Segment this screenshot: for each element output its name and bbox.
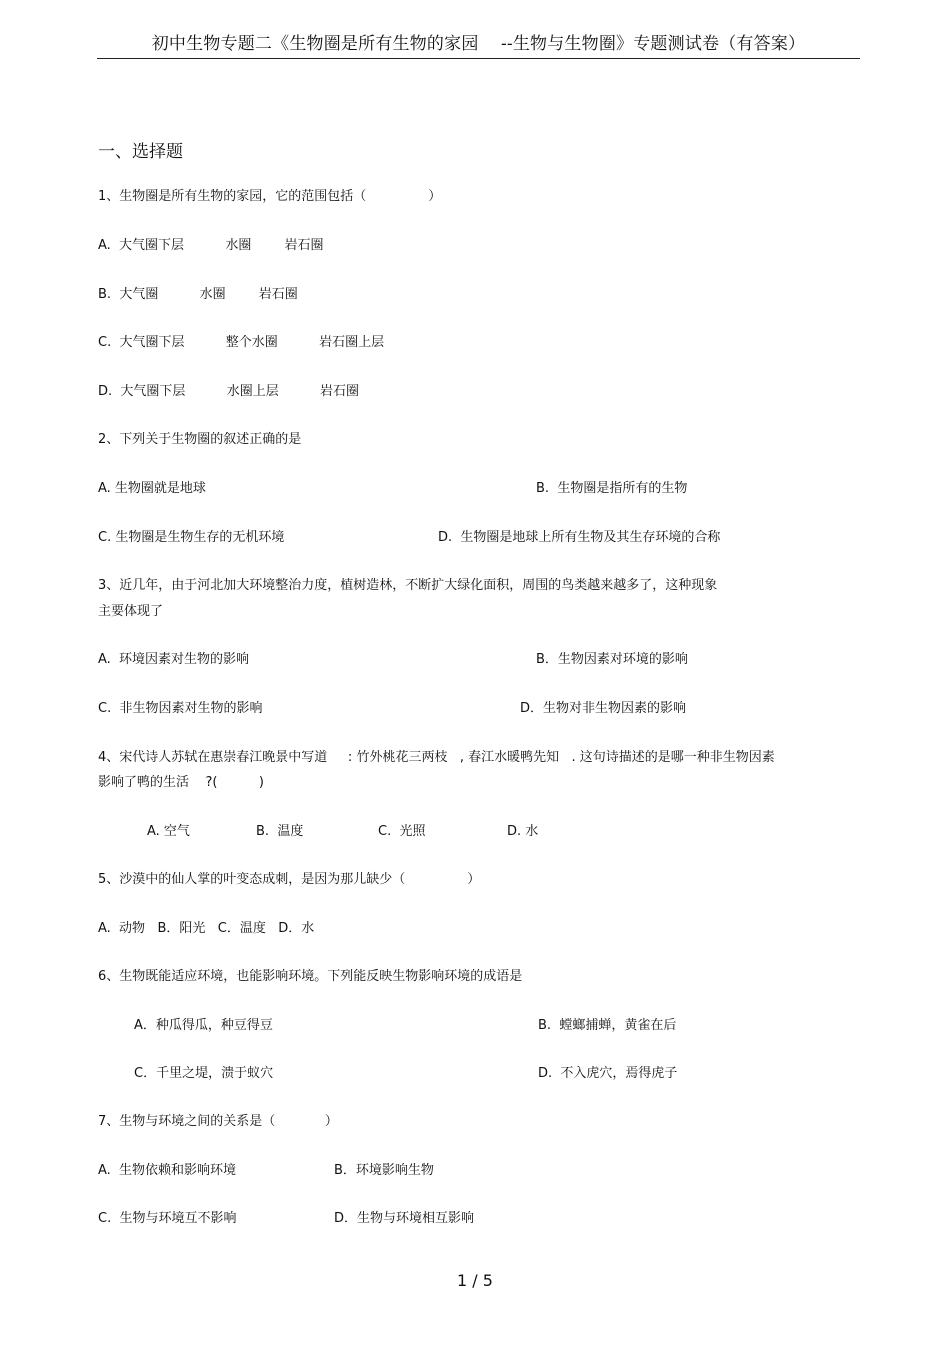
page-number: 1 / 5 [457,1271,493,1290]
question-6-stem: 6、生物既能适应环境，也能影响环境。下列能反映生物影响环境的成语是 [98,969,523,984]
question-4-stem-line1: 4、宋代诗人苏轼在惠崇春江晚景中写道 : 竹外桃花三两枝 , 春江水暖鸭先知 . 这句诗描述的是哪一种非生物因素 [98,750,775,765]
question-7-option-c: C. 生物与环境互不影响 [98,1211,237,1226]
question-3-stem-line1: 3、近几年，由于河北加大环境整治力度，植树造林，不断扩大绿化面积，周围的鸟类越来越多了，这种现象 [98,578,718,593]
question-1-option-a: A. 大气圈下层 水圈 岩石圈 [98,238,324,253]
question-1-option-d: D. 大气圈下层 水圈上层 岩石圈 [98,384,360,399]
question-7-option-a: A. 生物依赖和影响环境 [98,1163,237,1178]
question-3-option-a: A. 环境因素对生物的影响 [98,652,250,667]
section-title: 一、选择题 [98,142,183,162]
question-3-option-d: D．生物对非生物因素的影响 [520,701,687,716]
question-6-option-a: A．种瓜得瓜，种豆得豆 [134,1018,273,1033]
question-3-option-b: B．生物因素对环境的影响 [536,652,688,667]
question-2-stem: 2、下列关于生物圈的叙述正确的是 [98,432,302,447]
question-2-option-b: B. 生物圈是指所有的生物 [536,481,688,496]
question-6-option-d: D. 不入虎穴，焉得虎子 [538,1066,678,1081]
question-4-stem-line2: 影响了鸭的生活 ?( ) [98,775,264,790]
question-1-stem: 1、生物圈是所有生物的家园，它的范围包括（ ） [98,189,442,204]
question-1-option-b: B. 大气圈 水圈 岩石圈 [98,287,298,302]
question-4-option-a: A. 空气 [147,824,190,839]
page-header: 初中生物专题二《生物圈是所有生物的家园 --生物与生物圈》专题测试卷（有答案） [97,30,860,59]
question-4-option-c: C. 光照 [378,824,426,839]
question-2-option-d: D. 生物圈是地球上所有生物及其生存环境的合称 [438,530,721,545]
question-6-option-c: C．千里之堤，溃于蚁穴 [134,1066,274,1081]
question-6-option-b: B. 螳螂捕蝉，黄雀在后 [538,1018,677,1033]
question-2-option-a: A. 生物圈就是地球 [98,481,206,496]
question-5-stem: 5、沙漠中的仙人掌的叶变态成刺，是因为那儿缺少（ ） [98,872,481,887]
question-7-stem: 7、生物与环境之间的关系是（ ） [98,1114,338,1129]
question-1-option-c: C. 大气圈下层 整个水圈 岩石圈上层 [98,335,385,350]
question-3-stem-line2: 主要体现了 [98,604,164,619]
question-7-option-b: B．环境影响生物 [334,1163,434,1178]
question-4-option-b: B. 温度 [256,824,304,839]
question-7-option-d: D．生物与环境相互影响 [334,1211,475,1226]
question-2-option-c: C. 生物圈是生物生存的无机环境 [98,530,285,545]
question-3-option-c: C. 非生物因素对生物的影响 [98,701,263,716]
question-5-options: A. 动物 B．阳光 C．温度 D．水 [98,921,315,936]
question-4-option-d: D. 水 [507,824,539,839]
